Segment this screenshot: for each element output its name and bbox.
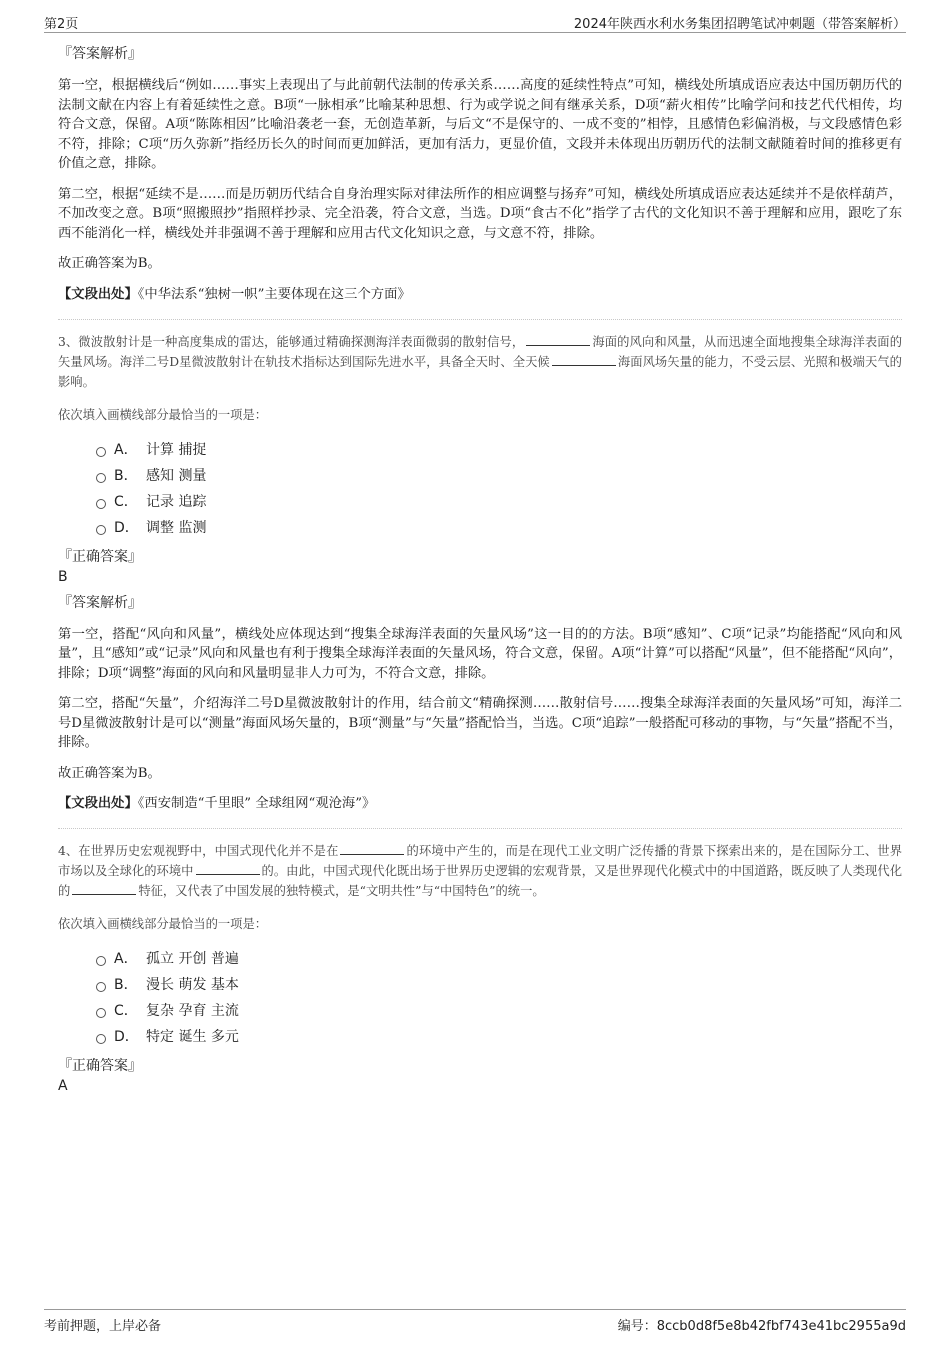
option-d[interactable]: D． 调整 监测 bbox=[96, 515, 902, 541]
document-content bbox=[58, 40, 902, 1096]
source-label: 【文段出处】 bbox=[58, 286, 138, 302]
page-footer bbox=[44, 1309, 906, 1338]
blank-line bbox=[196, 861, 260, 875]
option-c[interactable]: C． 记录 追踪 bbox=[96, 489, 902, 515]
radio-icon[interactable] bbox=[96, 1034, 106, 1044]
question-3-text: 3、微波散射计是一种高度集成的雷达，能够通过精确探测海洋表面微弱的散射信号， 海面的风向和风量，从而迅速全面地搜集全球海洋表面的矢量风场。海洋二号D星微波散射计在轨技术指标达到国际先进水平，具备全天时、全天候 海面风场矢量的能力，不受云层、光照和极端天气的影响。 bbox=[58, 332, 902, 392]
source-text: 《中华法系“独树一帜”主要体现在这三个方面》 bbox=[137, 286, 411, 302]
analysis-paragraph: 第一空，根据横线后“例如……事实上表现出了与此前朝代法制的传承关系……高度的延续性特点”可知，横线处所填成语应表达中国历朝历代的法制文献在内容上有着延续性之意。B项“一脉相承”比喻某种思想、行为或学说之间有继承关系，D项“薪火相传”比喻学问和技艺代代相传，均符合文意，保留。A项“陈陈相因”比喻沿袭老一套，无创造革新，与后文“不是保守的、一成不变的”相悖，且感情色彩偏消极，与文段感情色彩不符，排除；C项“历久弥新”指经历长久的时间而更加鲜活，更加有活力，更显价值，文段并未体现出历朝历代的法制文献随着时间的推移更有价值之意，排除。 bbox=[58, 78, 902, 171]
blank-line bbox=[526, 332, 590, 346]
analysis-paragraph: 第二空，搭配“矢量”，介绍海洋二号D星微波散射计的作用，结合前文“精确探测……散射信号……搜集全球海洋表面的矢量风场”可知，海洋二号D星微波散射计是可以“测量”海面风场矢量的，B项“测量”与“矢量”搭配恰当，当选。C项“追踪”一般搭配可移动的事物，与“矢量”搭配不当，排除。 bbox=[58, 696, 902, 750]
divider bbox=[58, 828, 902, 829]
page-number: 第2页 bbox=[44, 17, 79, 32]
option-c[interactable]: C． 复杂 孕育 主流 bbox=[96, 998, 902, 1024]
document-title: 2024年陕西水利水务集团招聘笔试冲刺题（带答案解析） bbox=[573, 17, 906, 32]
analysis-paragraph: 第一空，搭配“风向和风量”，横线处应体现达到“搜集全球海洋表面的矢量风场”这一目的的方法。B项“感知”、C项“记录”均能搭配“风向和风量”，且“感知”或“记录”风向和风量也有利于搜集全球海洋表面的矢量风场，符合文意，保留。A项“计算”可以搭配“风量”，但不能搭配“风向”，排除；D项“调整”海面的风向和风量明显非人力可为，不符合文意，排除。 bbox=[58, 626, 902, 681]
source-text: 《西安制造“千里眼” 全球组网“观沧海”》 bbox=[137, 796, 376, 811]
divider bbox=[58, 319, 902, 320]
question-prompt: 依次填入画横线部分最恰当的一项是： bbox=[58, 407, 268, 422]
source-citation bbox=[58, 794, 902, 814]
source-label: 【文段出处】 bbox=[58, 796, 138, 811]
page-header bbox=[44, 10, 906, 33]
blank-line bbox=[552, 352, 616, 366]
analysis-conclusion: 故正确答案为B。 bbox=[58, 256, 161, 271]
radio-icon[interactable] bbox=[96, 982, 106, 992]
option-b[interactable]: B． 漫长 萌发 基本 bbox=[96, 972, 902, 998]
source-citation bbox=[58, 285, 902, 305]
correct-answer-label: 『正确答案』 bbox=[58, 548, 142, 565]
correct-answer: B bbox=[58, 568, 68, 585]
radio-icon[interactable] bbox=[96, 956, 106, 966]
analysis-conclusion: 故正确答案为B。 bbox=[58, 765, 161, 781]
radio-icon[interactable] bbox=[96, 473, 106, 483]
radio-icon[interactable] bbox=[96, 499, 106, 509]
correct-answer-label: 『正确答案』 bbox=[58, 1058, 142, 1074]
option-a[interactable]: A． 孤立 开创 普遍 bbox=[96, 946, 902, 972]
question-4-options bbox=[96, 946, 902, 1050]
option-a[interactable]: A． 计算 捕捉 bbox=[96, 437, 902, 463]
question-3-options bbox=[96, 437, 902, 541]
option-b[interactable]: B． 感知 测量 bbox=[96, 463, 902, 489]
correct-answer: A bbox=[58, 1078, 68, 1094]
radio-icon[interactable] bbox=[96, 1008, 106, 1018]
radio-icon[interactable] bbox=[96, 447, 106, 457]
analysis-paragraph: 第二空，根据“延续不是……而是历朝历代结合自身治理实际对律法所作的相应调整与扬弃”可知，横线处所填成语应表达延续并不是依样葫芦，不加改变之意。B项“照搬照抄”指照样抄录、完全沿袭，符合文意，当选。D项“食古不化”指学了古代的文化知识不善于理解和应用，跟吃了东西不能消化一样，横线处并非强调不善于理解和应用古代文化知识之意，与文意不符，排除。 bbox=[58, 186, 902, 241]
question-4-text: 4、在世界历史宏观视野中，中国式现代化并不是在 的环境中产生的，而是在现代工业文明广泛传播的背景下探索出来的，是在国际分工、世界市场以及全球化的环境中 的。由此，中国式现代化既出场于世界历史逻辑的宏观背景，又是世界现代化模式中的中国道路，既反映了人类现代化的 特征，又代表了中国发展的独特模式，是“文明共性”与“中国特色”的统一。 bbox=[58, 841, 902, 901]
footer-slogan: 考前押题，上岸必备 bbox=[44, 1319, 162, 1334]
analysis-label: 『答案解析』 bbox=[58, 594, 142, 611]
blank-line bbox=[72, 881, 136, 895]
question-prompt: 依次填入画横线部分最恰当的一项是： bbox=[58, 917, 268, 931]
blank-line bbox=[340, 841, 404, 855]
option-d[interactable]: D． 特定 诞生 多元 bbox=[96, 1024, 902, 1050]
analysis-label: 『答案解析』 bbox=[58, 46, 142, 62]
document-id: 编号：8ccb0d8f5e8b42fbf743e41bc2955a9d bbox=[617, 1319, 906, 1334]
radio-icon[interactable] bbox=[96, 525, 106, 535]
